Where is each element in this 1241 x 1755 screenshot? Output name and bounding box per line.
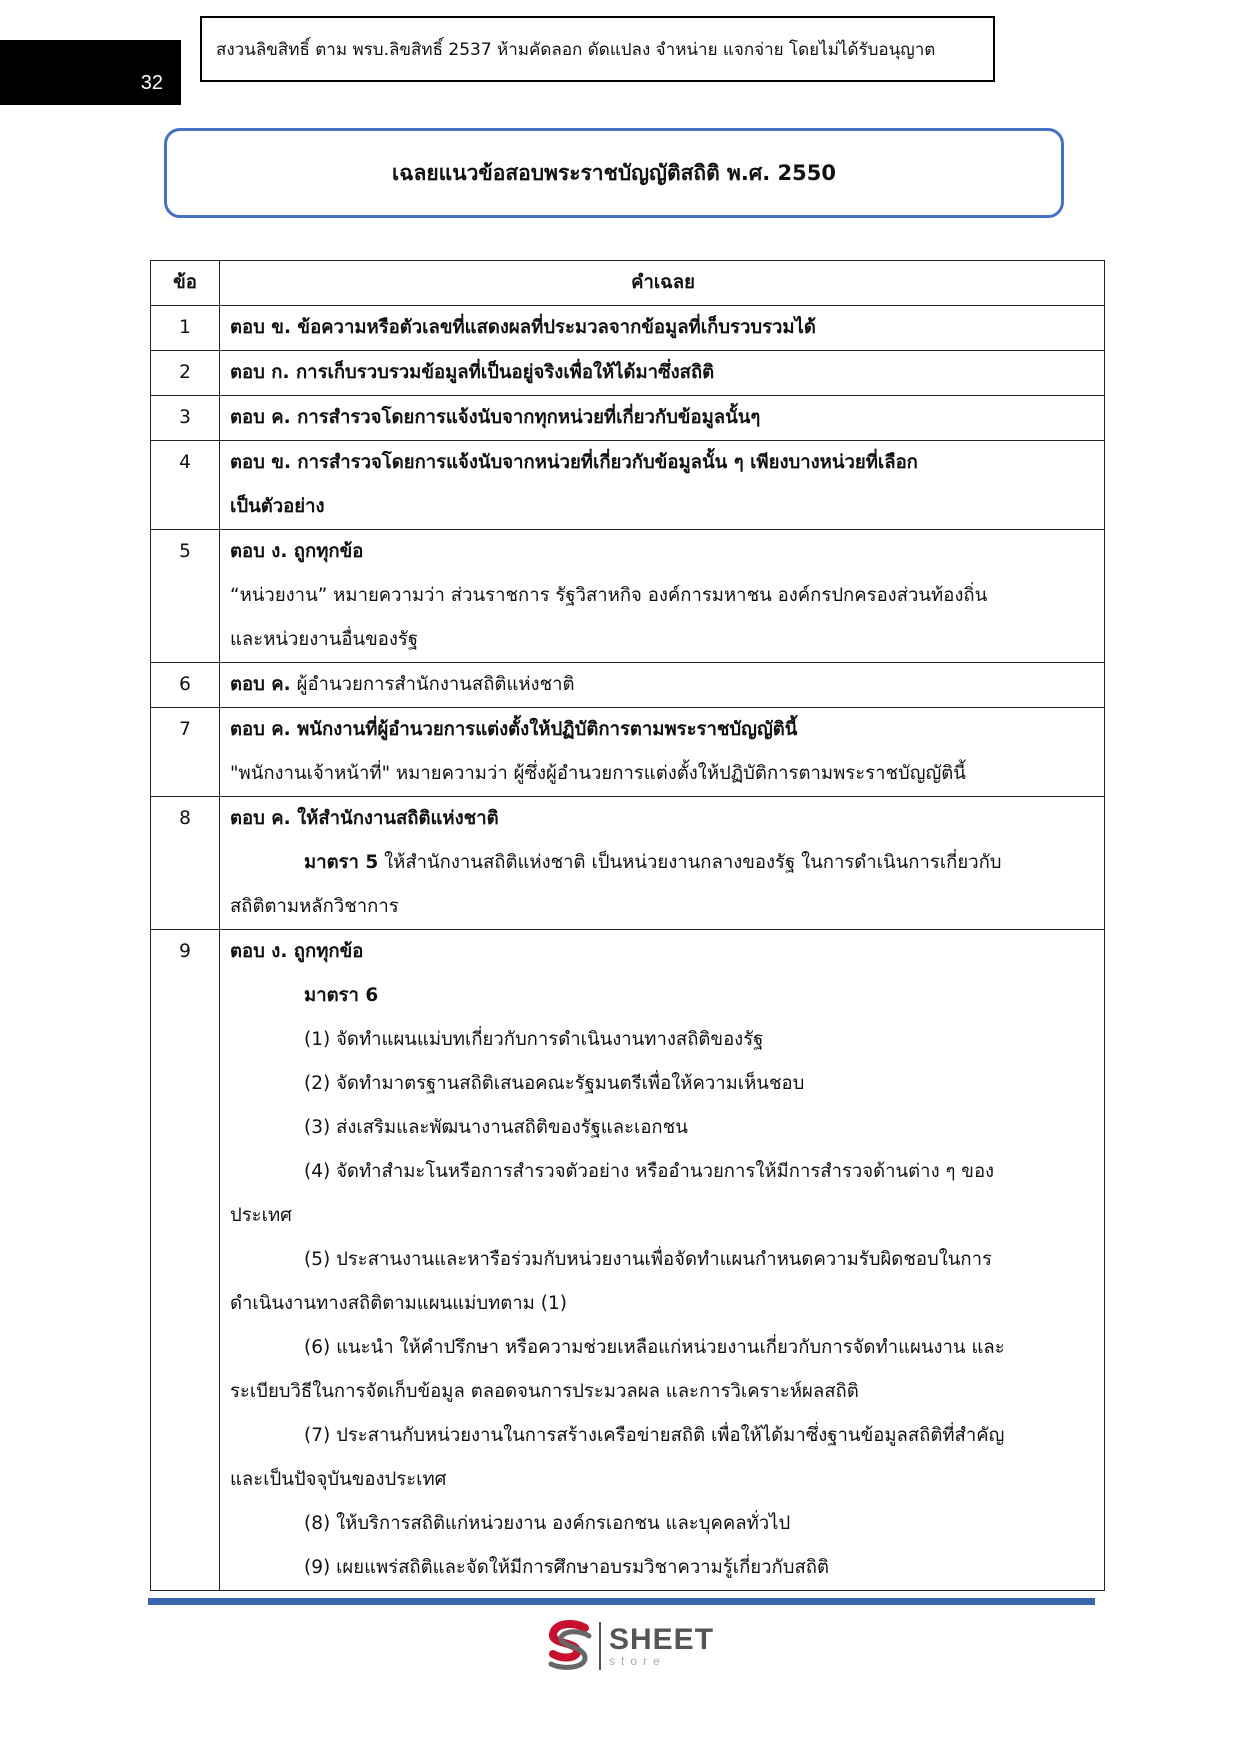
row-number: 4 [151,441,220,530]
table-row [151,306,1105,351]
section-item-continued: ประเทศ [230,1205,292,1226]
row-number: 6 [151,663,220,708]
section-item: (9) เผยแพร่สถิติและจัดให้มีการศึกษาอบรมวิชาความรู้เกี่ยวกับสถิติ [304,1557,829,1578]
page-title: เฉลยแนวข้อสอบพระราชบัญญัติสถิติ พ.ศ. 2550 [164,128,1064,218]
section-item-continued: และเป็นปัจจุบันของประเทศ [230,1469,447,1490]
logo-separator [599,1622,601,1670]
section-item: (8) ให้บริการสถิติแก่หน่วยงาน องค์กรเอกชน และบุคคลทั่วไป [304,1513,791,1534]
table-row [151,530,1105,663]
table-row [151,797,1105,930]
table-header-row [151,261,1105,306]
table-row [151,930,1105,1591]
answer-text: ตอบ ง. ถูกทุกข้อ [230,541,364,562]
explanation-text: “หน่วยงาน” หมายความว่า ส่วนราชการ รัฐวิสาหกิจ องค์การมหาชน องค์กรปกครองส่วนท้องถิ่น [230,585,988,606]
answer-text: ตอบ ข. ข้อความหรือตัวเลขที่แสดงผลที่ประมวลจากข้อมูลที่เก็บรวบรวมได้ [230,317,816,338]
footer-divider [148,1598,1095,1605]
row-number: 8 [151,797,220,930]
logo-subtext: store [609,1654,666,1668]
section-item-continued: ระเบียบวิธีในการจัดเก็บข้อมูล ตลอดจนการประมวลผล และการวิเคราะห์ผลสถิติ [230,1381,859,1402]
row-number: 3 [151,396,220,441]
answer-text: ตอบ ค. พนักงานที่ผู้อำนวยการแต่งตั้งให้ปฏิบัติการตามพระราชบัญญัตินี้ [230,719,798,740]
answer-text: ตอบ ง. ถูกทุกข้อ [230,941,364,962]
table-row [151,351,1105,396]
page-number-tab [0,40,181,105]
section-item: (4) จัดทำสำมะโนหรือการสำรวจตัวอย่าง หรืออำนวยการให้มีการสำรวจด้านต่าง ๆ ของ [304,1161,995,1182]
explanation-text: และหน่วยงานอื่นของรัฐ [230,629,419,650]
answer-text: ตอบ ค. ให้สำนักงานสถิติแห่งชาติ [230,808,499,829]
section-label: มาตรา 5 [304,852,379,873]
section-item-continued: ดำเนินงานทางสถิติตามแผนแม่บทตาม (1) [230,1293,567,1314]
answer-text: ตอบ ค. [230,674,291,695]
page-number: 32 [140,72,163,94]
answer-table [150,260,1105,1591]
section-label: มาตรา 6 [304,985,379,1006]
table-row [151,708,1105,797]
logo-wordmark: SHEET [609,1623,715,1656]
logo-s-icon [545,1620,593,1672]
column-header-no: ข้อ [151,261,220,306]
sheet-store-logo [545,1618,714,1674]
table-row [151,396,1105,441]
table-row [151,441,1105,530]
explanation-text: "พนักงานเจ้าหน้าที่" หมายความว่า ผู้ซึ่งผู้อำนวยการแต่งตั้งให้ปฏิบัติการตามพระราชบัญญัตินี้ [230,763,966,784]
section-item: (3) ส่งเสริมและพัฒนางานสถิติของรัฐและเอกชน [304,1117,688,1138]
section-item: (1) จัดทำแผนแม่บทเกี่ยวกับการดำเนินงานทางสถิติของรัฐ [304,1029,764,1050]
row-number: 1 [151,306,220,351]
section-item: (5) ประสานงานและหารือร่วมกับหน่วยงานเพื่อจัดทำแผนกำหนดความรับผิดชอบในการ [304,1249,992,1270]
row-number: 2 [151,351,220,396]
section-text-continued: สถิติตามหลักวิชาการ [230,896,399,917]
row-number: 9 [151,930,220,1591]
column-header-answer: คำเฉลย [220,261,1105,306]
table-row [151,663,1105,708]
section-item: (6) แนะนำ ให้คำปรึกษา หรือความช่วยเหลือแก่หน่วยงานเกี่ยวกับการจัดทำแผนงาน และ [304,1337,1005,1358]
row-number: 5 [151,530,220,663]
section-item: (2) จัดทำมาตรฐานสถิติเสนอคณะรัฐมนตรีเพื่อให้ความเห็นชอบ [304,1073,805,1094]
answer-text-continued: เป็นตัวอย่าง [230,496,325,517]
answer-text: ตอบ ข. การสำรวจโดยการแจ้งนับจากหน่วยที่เกี่ยวกับข้อมูลนั้น ๆ เพียงบางหน่วยที่เลือก [230,452,918,473]
section-text: ให้สำนักงานสถิติแห่งชาติ เป็นหน่วยงานกลางของรัฐ ในการดำเนินการเกี่ยวกับ [378,852,1002,873]
answer-text: ตอบ ค. การสำรวจโดยการแจ้งนับจากทุกหน่วยที่เกี่ยวกับข้อมูลนั้นๆ [230,407,761,428]
section-item: (7) ประสานกับหน่วยงานในการสร้างเครือข่ายสถิติ เพื่อให้ได้มาซึ่งฐานข้อมูลสถิติที่สำคัญ [304,1425,1005,1446]
answer-detail: ผู้อำนวยการสำนักงานสถิติแห่งชาติ [290,674,575,695]
copyright-notice: สงวนลิขสิทธิ์ ตาม พรบ.ลิขสิทธิ์ 2537 ห้ามคัดลอก ดัดแปลง จำหน่าย แจกจ่าย โดยไม่ได้รับอนุญาต [200,16,995,82]
row-number: 7 [151,708,220,797]
answer-text: ตอบ ก. การเก็บรวบรวมข้อมูลที่เป็นอยู่จริงเพื่อให้ได้มาซึ่งสถิติ [230,362,715,383]
